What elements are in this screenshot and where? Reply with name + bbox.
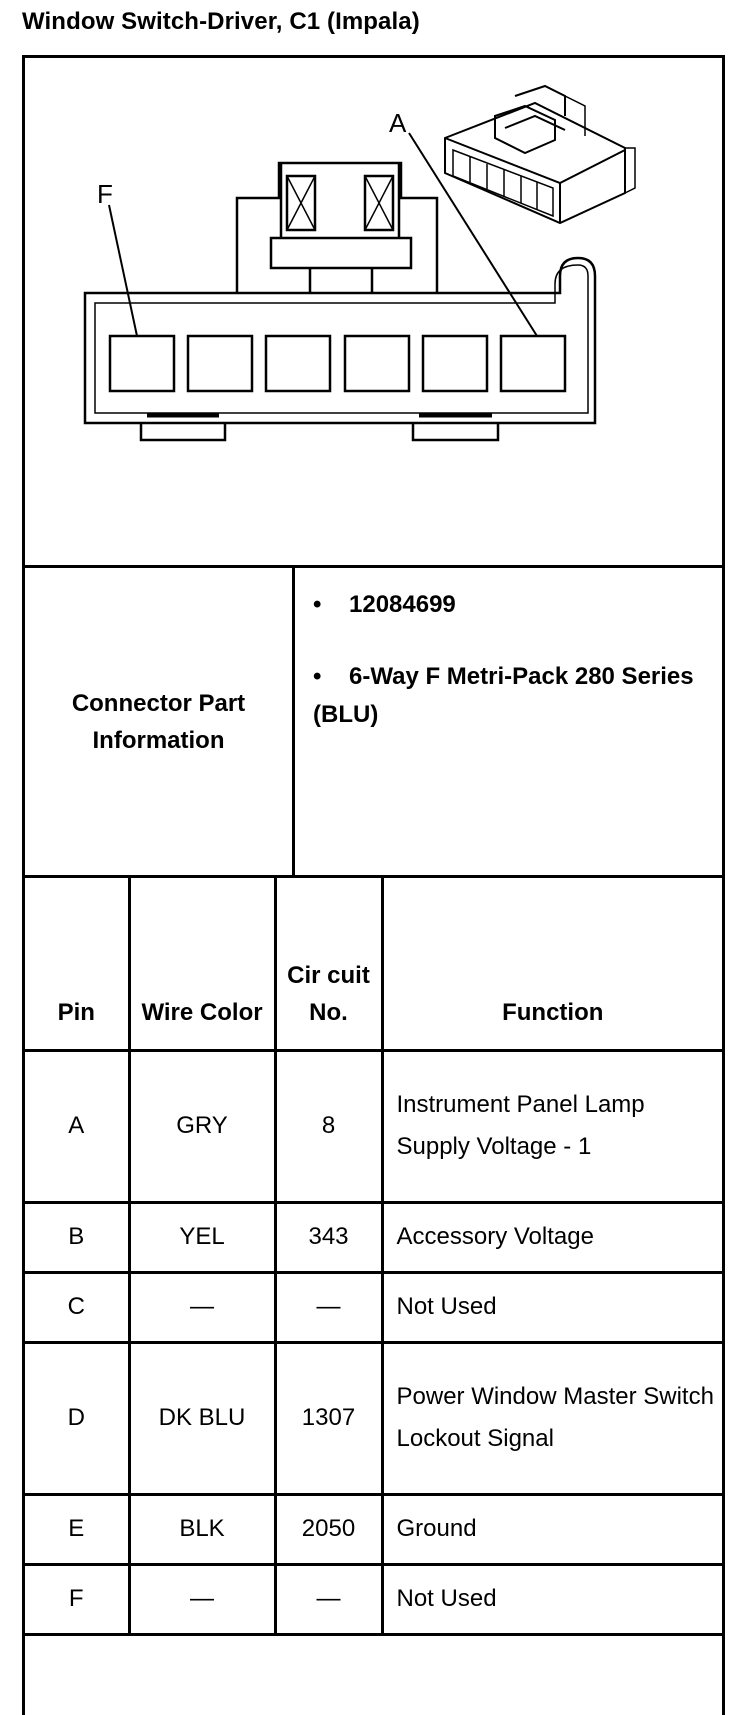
- pin-f-label: F: [97, 179, 113, 209]
- connector-type: 6-Way F Metri-Pack 280 Series (BLU): [313, 663, 694, 728]
- function-cell: Accessory Voltage: [382, 1202, 722, 1272]
- function-cell: Instrument Panel Lamp Supply Voltage - 1: [382, 1050, 722, 1202]
- circuit-cell: 2050: [275, 1494, 382, 1564]
- cavity-f: [110, 336, 174, 391]
- connector-info-item: [313, 658, 713, 734]
- circuit-cell: 343: [275, 1202, 382, 1272]
- pin-cell: C: [25, 1272, 129, 1342]
- cavity-e: [188, 336, 252, 391]
- wire-color-cell: BLK: [129, 1494, 275, 1564]
- connector-info-label: Connector Part Information: [25, 568, 295, 875]
- pin-cell: F: [25, 1564, 129, 1634]
- bullet-icon: •: [313, 591, 322, 618]
- wire-color-cell: DK BLU: [129, 1342, 275, 1494]
- cavity-a: [501, 336, 565, 391]
- connector-sheet: [22, 55, 725, 1715]
- table-row: [25, 1050, 722, 1202]
- header-pin: Pin: [25, 878, 129, 1050]
- table-row: [25, 1564, 722, 1634]
- circuit-cell: 1307: [275, 1342, 382, 1494]
- header-circuit: Cir cuit No.: [275, 878, 382, 1050]
- table-row: [25, 1342, 722, 1494]
- circuit-cell: —: [275, 1564, 382, 1634]
- header-wire-color: Wire Color: [129, 878, 275, 1050]
- cavity-c: [345, 336, 409, 391]
- connector-info-item: [313, 586, 713, 624]
- pinout-table: [25, 878, 722, 1636]
- page-title: Window Switch-Driver, C1 (Impala): [22, 8, 420, 35]
- connector-info-section: [25, 568, 722, 878]
- table-row: [25, 1202, 722, 1272]
- pin-cell: A: [25, 1050, 129, 1202]
- connector-diagram: [25, 58, 722, 568]
- cavity-d: [266, 336, 330, 391]
- function-cell: Power Window Master Switch Lockout Signal: [382, 1342, 722, 1494]
- cavity-b: [423, 336, 487, 391]
- function-cell: Not Used: [382, 1564, 722, 1634]
- table-row: [25, 1272, 722, 1342]
- function-cell: Not Used: [382, 1272, 722, 1342]
- wire-color-cell: —: [129, 1564, 275, 1634]
- pin-cell: D: [25, 1342, 129, 1494]
- wire-color-cell: GRY: [129, 1050, 275, 1202]
- table-row: [25, 1494, 722, 1564]
- header-row: [25, 878, 722, 1050]
- wire-color-cell: YEL: [129, 1202, 275, 1272]
- pin-cell: E: [25, 1494, 129, 1564]
- circuit-cell: —: [275, 1272, 382, 1342]
- pin-a-label: A: [389, 108, 407, 138]
- function-cell: Ground: [382, 1494, 722, 1564]
- part-number: 12084699: [349, 591, 456, 618]
- connector-info-list: [313, 586, 713, 768]
- pin-cell: B: [25, 1202, 129, 1272]
- circuit-cell: 8: [275, 1050, 382, 1202]
- connector-drawing: [25, 58, 722, 565]
- wire-color-cell: —: [129, 1272, 275, 1342]
- header-function: Function: [382, 878, 722, 1050]
- bullet-icon: •: [313, 663, 322, 690]
